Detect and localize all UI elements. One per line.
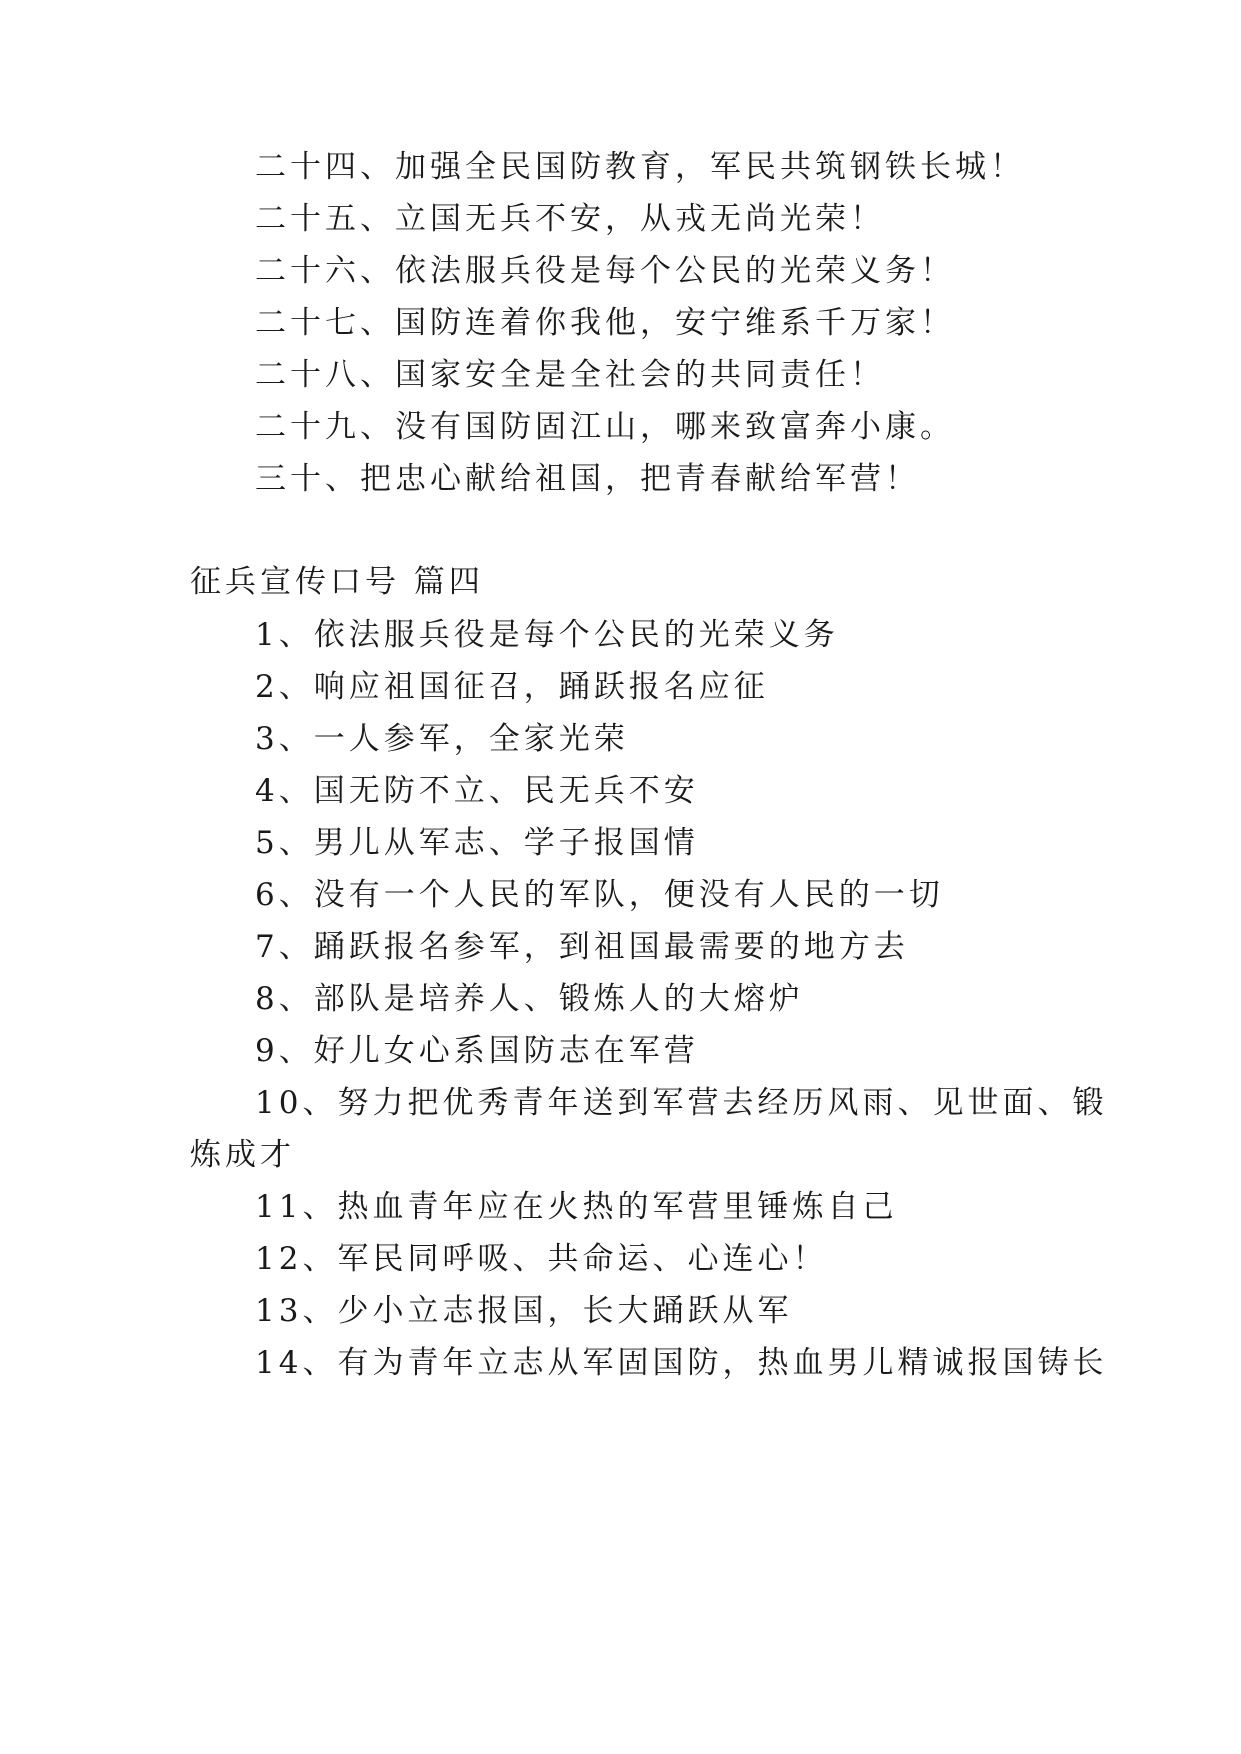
list-item-6: 6、没有一个人民的军队，便没有人民的一切	[255, 877, 944, 913]
list-item-4: 4、国无防不立、民无兵不安	[255, 773, 699, 809]
slogan-line-24: 二十四、加强全民国防教育，军民共筑钢铁长城！	[255, 149, 1025, 185]
slogan-line-29: 二十九、没有国防固江山，哪来致富奔小康。	[255, 409, 955, 445]
list-item-1: 1、依法服兵役是每个公民的光荣义务	[255, 617, 839, 653]
list-item-14: 14、有为青年立志从军固国防，热血男儿精诚报国铸长	[255, 1345, 1108, 1381]
list-item-11: 11、热血青年应在火热的军营里锤炼自己	[255, 1189, 898, 1225]
slogan-line-30: 三十、把忠心献给祖国，把青春献给军营！	[255, 461, 920, 497]
slogan-line-27: 二十七、国防连着你我他，安宁维系千万家！	[255, 305, 955, 341]
slogan-line-26: 二十六、依法服兵役是每个公民的光荣义务！	[255, 253, 955, 289]
list-item-3: 3、一人参军，全家光荣	[255, 721, 629, 757]
list-item-9: 9、好儿女心系国防志在军营	[255, 1033, 699, 1069]
list-item-2: 2、响应祖国征召，踊跃报名应征	[255, 669, 769, 705]
list-item-5: 5、男儿从军志、学子报国情	[255, 825, 699, 861]
list-item-10-continued: 炼成才	[190, 1137, 295, 1173]
slogan-line-28: 二十八、国家安全是全社会的共同责任！	[255, 357, 885, 393]
section-heading: 征兵宣传口号 篇四	[190, 564, 484, 600]
list-item-13: 13、少小立志报国，长大踊跃从军	[255, 1293, 793, 1329]
slogan-line-25: 二十五、立国无兵不安，从戎无尚光荣！	[255, 201, 885, 237]
list-item-10: 10、努力把优秀青年送到军营去经历风雨、见世面、锻	[255, 1085, 1108, 1121]
list-item-7: 7、踊跃报名参军，到祖国最需要的地方去	[255, 929, 909, 965]
list-item-12: 12、军民同呼吸、共命运、心连心！	[255, 1241, 828, 1277]
list-item-8: 8、部队是培养人、锻炼人的大熔炉	[255, 981, 804, 1017]
